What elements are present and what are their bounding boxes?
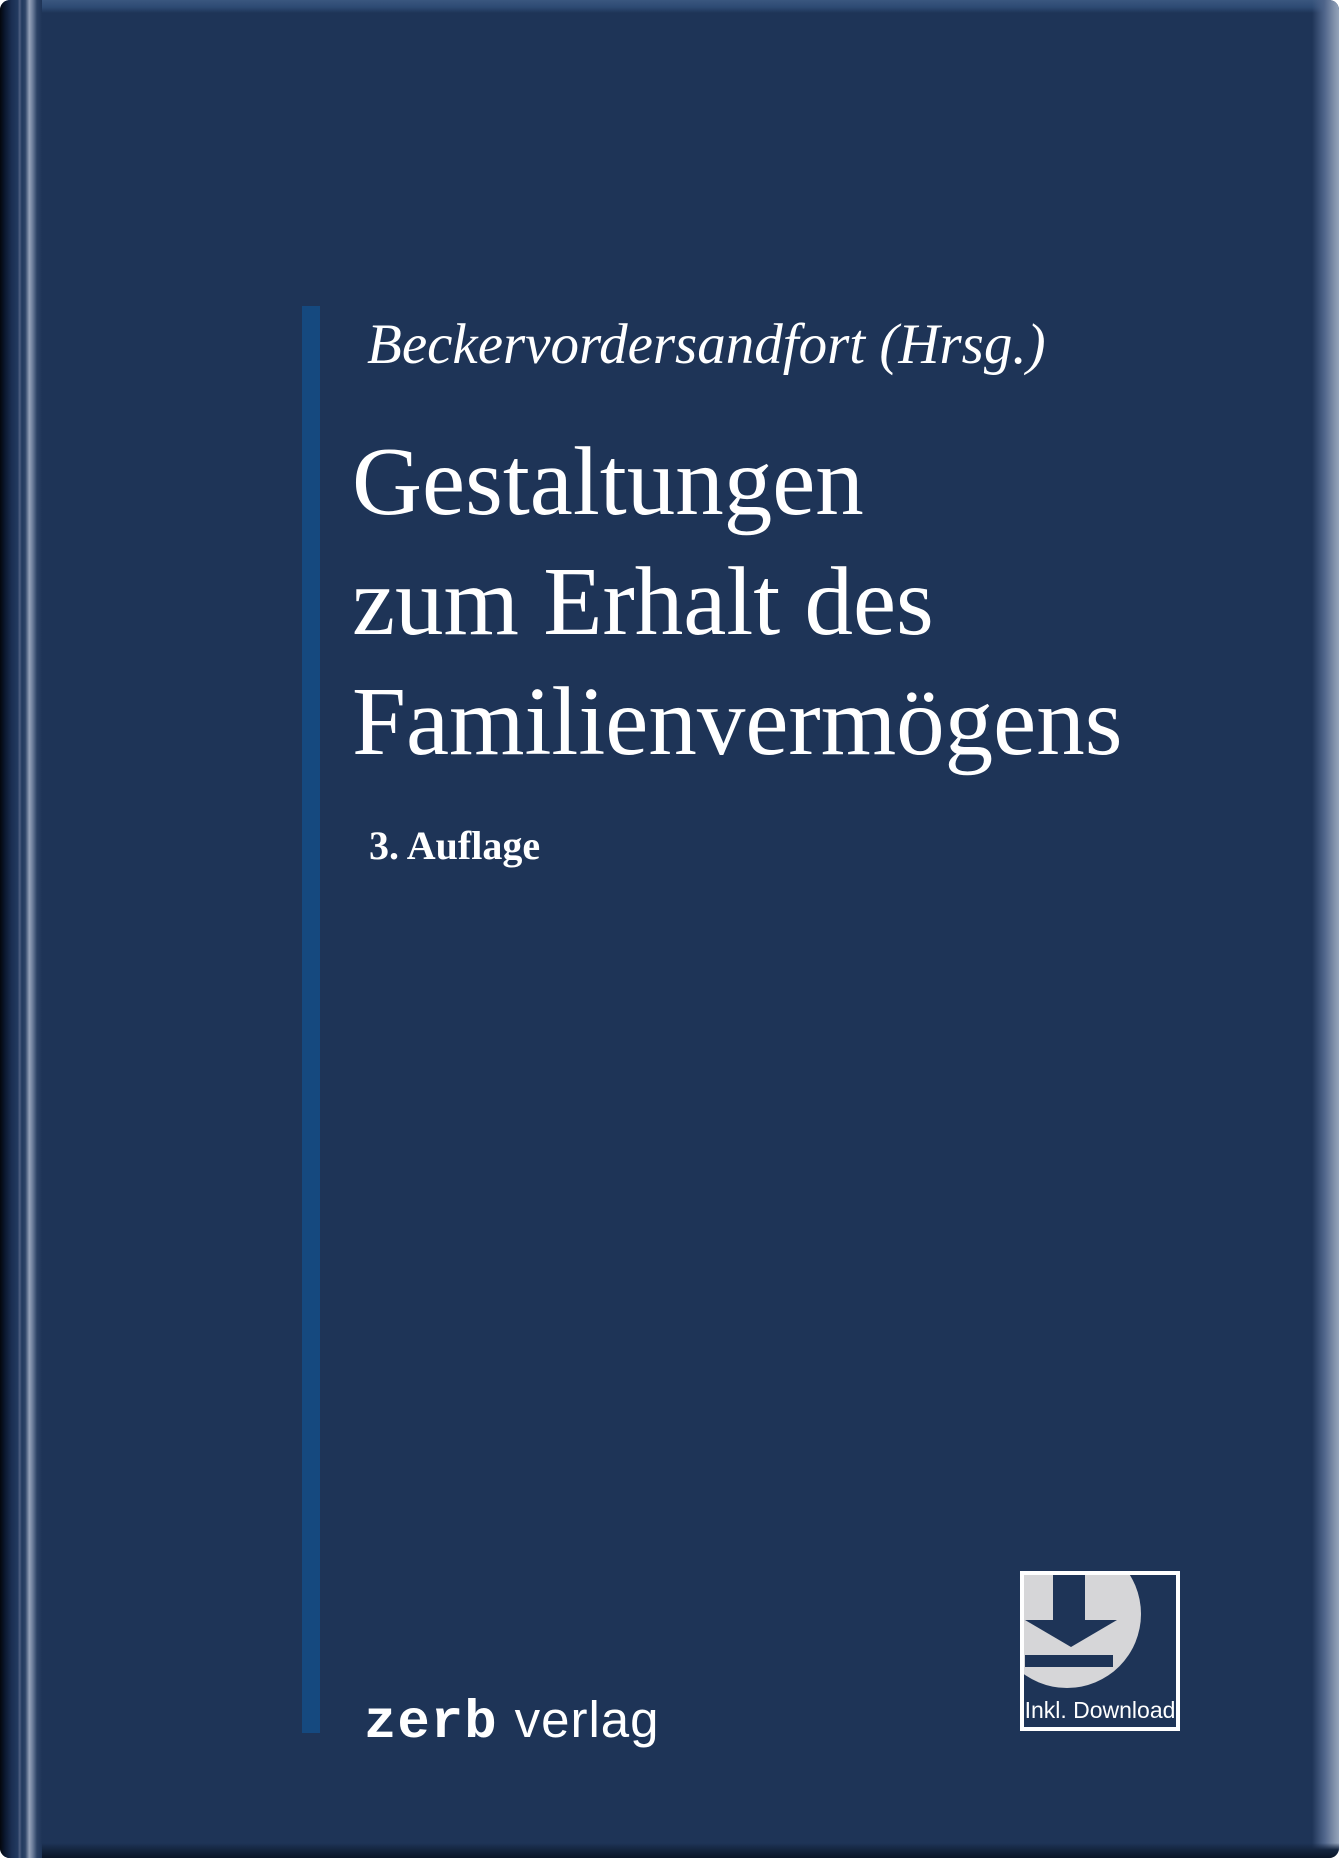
edition-label: 3. Auflage [369,823,541,868]
cover-accent-stripe [302,306,320,1733]
author-line: Beckervordersandfort (Hrsg.) [367,313,1046,376]
book-fore-edge [1312,0,1339,1858]
book-spine [0,0,42,1858]
book-title [352,422,1122,782]
download-icon-head [1025,1620,1117,1647]
book-title-line-2: zum Erhalt des [352,548,934,655]
download-badge-label: Inkl. Download [1024,1697,1176,1723]
book-top-edge [0,0,1339,13]
book-title-line-1: Gestaltungen [352,428,864,535]
book-title-line-3: Familienvermögens [352,668,1123,775]
download-icon [1053,1575,1085,1621]
download-badge [1020,1571,1180,1731]
publisher-logo-verlag: verlag [514,1691,660,1748]
publisher-logo-zerb: zerb [364,1693,498,1754]
download-icon-bar [1025,1655,1113,1667]
publisher-logo [364,1690,660,1754]
book-bottom-edge [0,1843,1339,1858]
